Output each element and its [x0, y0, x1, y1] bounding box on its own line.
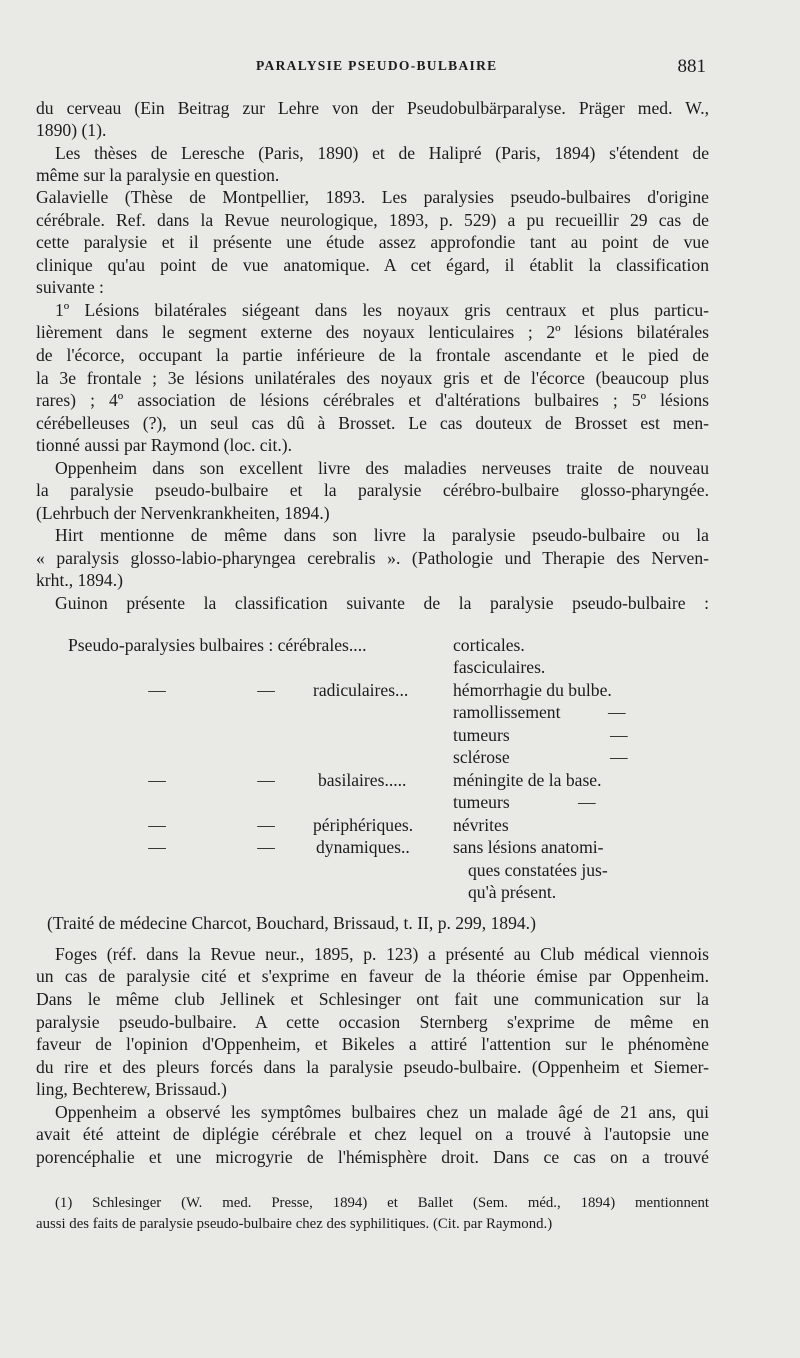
text-line: du cerveau (Ein Beitrag zur Lehre von der Pseudobulbärparalyse. Präger med. W.,	[36, 98, 709, 118]
ditto-dash: —	[257, 815, 275, 835]
text-line: Galavielle (Thèse de Montpellier, 1893. Les paralysies pseudo-bulbaires d'origine	[36, 187, 709, 207]
ditto-dash: —	[148, 770, 166, 790]
text-line: Oppenheim dans son excellent livre des maladies nerveuses traite de nouveau	[55, 458, 709, 478]
classification-heading: Pseudo-paralysies bulbaires : cérébrales....	[68, 635, 367, 655]
classification-item: fasciculaires.	[453, 657, 546, 677]
text-line: de l'écorce, occupant la partie inférieure de la frontale ascendante et le pied de	[36, 345, 709, 365]
text-line: tionné aussi par Raymond (loc. cit.).	[36, 435, 293, 455]
text-line: 1º Lésions bilatérales siégeant dans les noyaux gris centraux et plus particu-	[55, 300, 709, 320]
ditto-mark: —	[610, 725, 628, 745]
running-header	[36, 56, 706, 80]
text-line: faveur de l'opinion d'Oppenheim, et Bikeles a attiré l'attention sur le phénomène	[36, 1034, 709, 1054]
ditto-dash: —	[257, 680, 275, 700]
ditto-dash: —	[257, 770, 275, 790]
ditto-dash: —	[148, 815, 166, 835]
classification-item: sclérose	[453, 747, 510, 767]
text-line: rares) ; 4º association de lésions cérébrales et d'altérations bulbaires ; 5º lésions	[36, 390, 709, 410]
text-line: clinique qu'au point de vue anatomique. A cet égard, il établit la classification	[36, 255, 709, 275]
text-line: « paralysis glosso-labio-pharyngea cerebralis ». (Pathologie und Therapie des Nerven-	[36, 548, 709, 568]
text-line: Hirt mentionne de même dans son livre la paralysie pseudo-bulbaire ou la	[55, 525, 709, 545]
text-line: (Lehrbuch der Nervenkrankheiten, 1894.)	[36, 503, 330, 523]
text-line: même sur la paralysie en question.	[36, 165, 280, 185]
classification-item: méningite de la base.	[453, 770, 602, 790]
ditto-mark: —	[578, 792, 596, 812]
ditto-mark: —	[610, 747, 628, 767]
text-line: Dans le même club Jellinek et Schlesinger ont fait une communication sur la	[36, 989, 709, 1009]
text-line: la 3e frontale ; 3e lésions unilatérales des noyaux gris et de l'écorce (beaucoup plus	[36, 368, 709, 388]
text-line: un cas de paralysie cité et s'exprime en faveur de la théorie émise par Oppenheim.	[36, 966, 709, 986]
text-line: lièrement dans le segment externe des noyaux lenticulaires ; 2º lésions bilatérales	[36, 322, 709, 342]
ditto-mark: —	[608, 702, 626, 722]
classification-type: périphériques.	[313, 815, 414, 835]
ditto-dash: —	[257, 837, 275, 857]
text-line: Oppenheim a observé les symptômes bulbaires chez un malade âgé de 21 ans, qui	[55, 1102, 709, 1122]
text-line: cette paralysie et il présente une étude assez approfondie tant au point de vue	[36, 232, 709, 252]
classification-type: radiculaires...	[313, 680, 409, 700]
text-line: krht., 1894.)	[36, 570, 123, 590]
page-number: 881	[677, 56, 706, 77]
classification-item: corticales.	[453, 635, 525, 655]
ditto-dash: —	[148, 680, 166, 700]
text-line: Guinon présente la classification suivante de la paralysie pseudo-bulbaire :	[55, 593, 709, 613]
text-line: porencéphalie et une microgyrie de l'hémisphère droit. Dans ce cas on a trouvé	[36, 1147, 709, 1167]
text-line: paralysie pseudo-bulbaire. A cette occasion Sternberg s'exprime de même en	[36, 1012, 709, 1032]
classification-type: dynamiques..	[316, 837, 410, 857]
classification-item: tumeurs	[453, 792, 510, 812]
classification-item: ques constatées jus-	[468, 860, 608, 880]
classification-item: ramollissement	[453, 702, 561, 722]
classification-item: tumeurs	[453, 725, 510, 745]
classification-item: sans lésions anatomi-	[453, 837, 604, 857]
text-line: (Traité de médecine Charcot, Bouchard, Brissaud, t. II, p. 299, 1894.)	[47, 913, 536, 933]
classification-item: hémorrhagie du bulbe.	[453, 680, 612, 700]
text-line: Foges (réf. dans la Revue neur., 1895, p. 123) a présenté au Club médical viennois	[55, 944, 709, 964]
text-line: ling, Bechterew, Brissaud.)	[36, 1079, 227, 1099]
footnote-line: aussi des faits de paralysie pseudo-bulbaire chez des syphilitiques. (Cit. par Raymond.)	[36, 1216, 553, 1232]
classification-item: névrites	[453, 815, 509, 835]
text-line: du rire et des pleurs forcés dans la paralysie pseudo-bulbaire. (Oppenheim et Siemer-	[36, 1057, 709, 1077]
text-line: suivante :	[36, 277, 104, 297]
text-line: Les thèses de Leresche (Paris, 1890) et de Halipré (Paris, 1894) s'étendent de	[55, 143, 709, 163]
text-line: 1890) (1).	[36, 120, 107, 140]
classification-item: qu'à présent.	[468, 882, 557, 902]
running-title: PARALYSIE PSEUDO-BULBAIRE	[256, 58, 498, 73]
text-line: cérébrale. Ref. dans la Revue neurologique, 1893, p. 529) a pu recueillir 29 cas de	[36, 210, 709, 230]
ditto-dash: —	[148, 837, 166, 857]
text-line: la paralysie pseudo-bulbaire et la paralysie cérébro-bulbaire glosso-pharyngée.	[36, 480, 709, 500]
text-line: cérébelleuses (?), un seul cas dû à Brosset. Le cas douteux de Brosset est men-	[36, 413, 709, 433]
footnote-line: (1) Schlesinger (W. med. Presse, 1894) et Ballet (Sem. méd., 1894) mentionnent	[55, 1195, 709, 1211]
classification-type: basilaires.....	[318, 770, 407, 790]
text-line: avait été atteint de diplégie cérébrale et chez lequel on a trouvé à l'autopsie une	[36, 1124, 709, 1144]
